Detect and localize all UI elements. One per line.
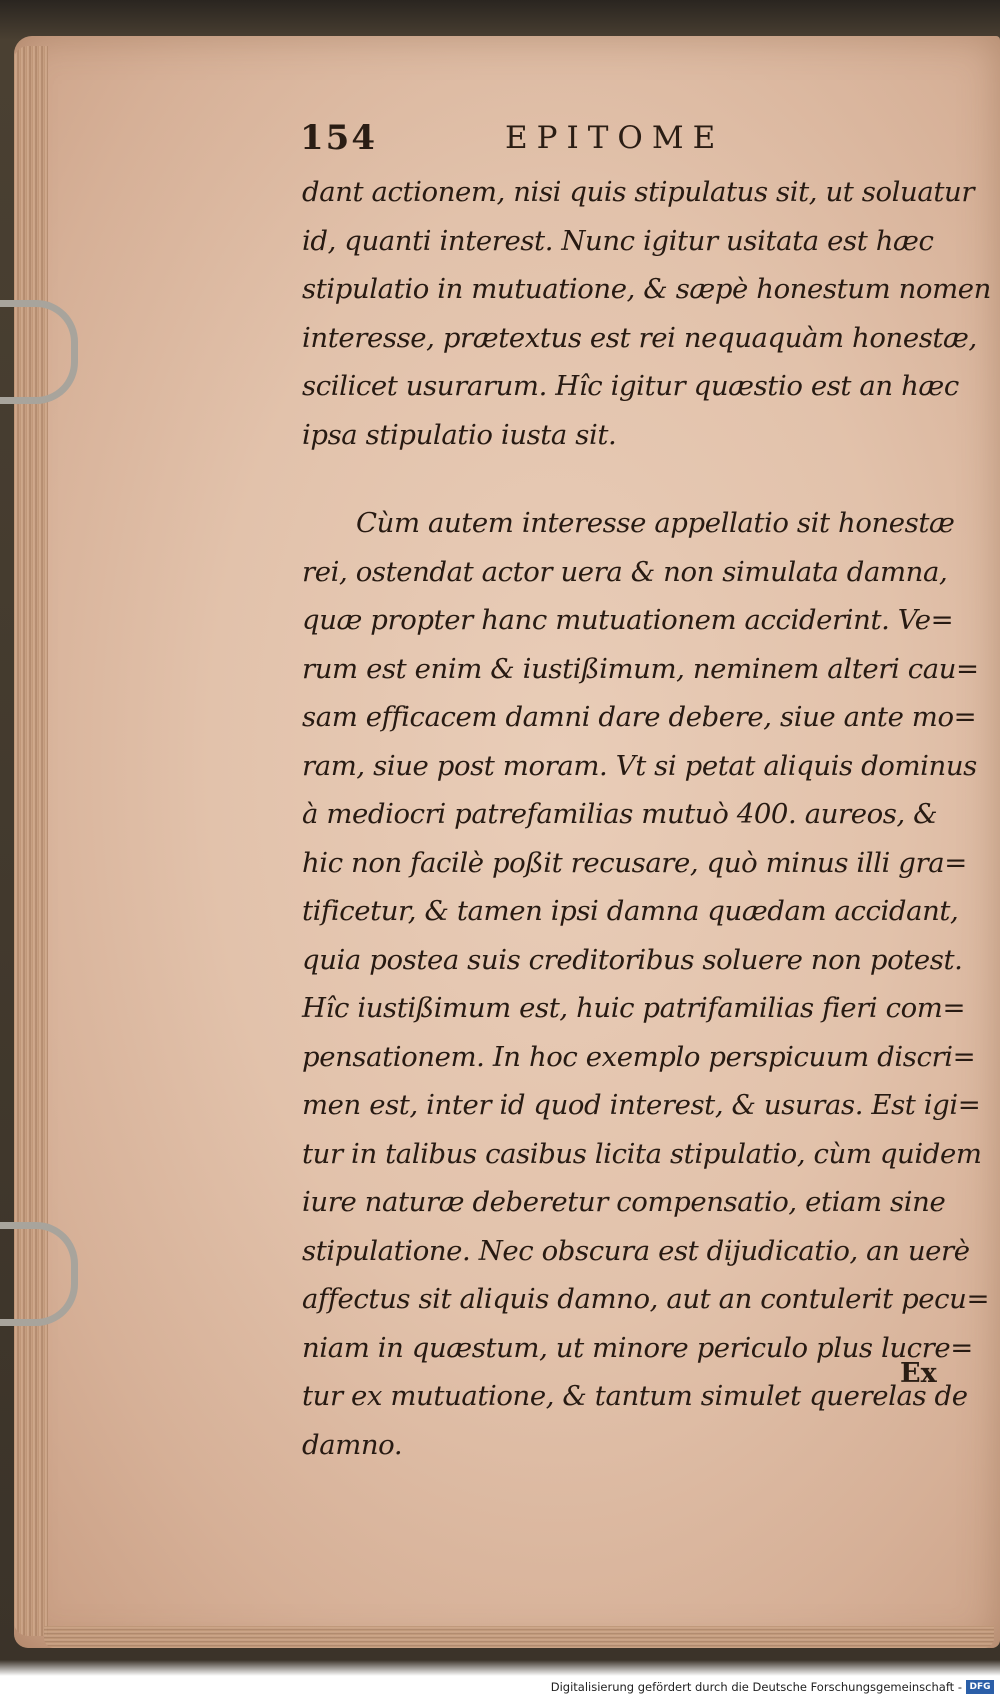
page-number: 154 (300, 118, 377, 158)
text-line: à mediocri patrefamilias mutuò 400. aureos, & (302, 798, 938, 830)
paragraph-2 (302, 499, 990, 1469)
text-line: niam in quæstum, ut minore periculo plus lucre= (302, 1331, 973, 1364)
text-line: rei, ostendat actor uera & non simulata damna, (302, 555, 948, 588)
page-edge-left (14, 46, 48, 1636)
text-line: quæ propter hanc mutuationem acciderint. Ve= (302, 604, 954, 636)
page-edge-bottom (44, 1626, 994, 1648)
text-line: interesse, prætextus est rei nequaquàm honestæ, (302, 321, 977, 354)
text-line: scilicet usurarum. Hîc igitur quæstio est an hæc (302, 370, 959, 402)
text-line: men est, inter id quod interest, & usuras. Est igi= (302, 1089, 981, 1121)
text-line: tur ex mutuatione, & tantum simulet querelas de (302, 1380, 968, 1412)
text-line: iure naturæ deberetur compensatio, etiam sine (302, 1186, 946, 1218)
text-line: dant actionem, nisi quis stipulatus sit, ut soluatur (302, 176, 975, 208)
catchword: Ex (900, 1358, 937, 1389)
text-line: quia postea suis creditoribus soluere non potest. (302, 943, 963, 976)
text-line: affectus sit aliquis damno, aut an contulerit pecu= (302, 1283, 990, 1315)
text-line: rum est enim & iustißimum, neminem alteri cau= (302, 652, 979, 685)
paragraph-gap (302, 459, 942, 499)
text-line: stipulatio in mutuatione, & sæpè honestum nomen (302, 273, 991, 305)
text-line: damno. (302, 1428, 403, 1461)
text-line: stipulatione. Nec obscura est dijudicatio, an uerè (302, 1234, 970, 1267)
paragraph-1 (302, 168, 991, 459)
running-title: EPITOME (505, 120, 725, 156)
text-line: Cùm autem interesse appellatio sit honestæ (356, 507, 955, 539)
binding-clasp-bottom (0, 1222, 78, 1326)
digitization-credit: Digitalisierung gefördert durch die Deutsche Forschungsgemeinschaft - (550, 1680, 962, 1694)
text-line: tur in talibus casibus licita stipulatio, cùm quidem (302, 1137, 982, 1170)
text-line: hic non facilè poßit recusare, quò minus illi gra= (302, 846, 967, 879)
text-line: sam efficacem damni dare debere, siue ante mo= (302, 701, 977, 733)
text-line: id, quanti interest. Nunc igitur usitata est hæc (302, 224, 934, 257)
text-line: pensationem. In hoc exemplo perspicuum discri= (302, 1040, 976, 1073)
text-line: tificetur, & tamen ipsi damna quædam accidant, (302, 895, 959, 927)
text-line: ipsa stipulatio iusta sit. (302, 418, 617, 451)
text-line: ram, siue post moram. Vt si petat aliquis dominus (302, 749, 977, 782)
text-line: Hîc iustißimum est, huic patrifamilias fieri com= (302, 992, 966, 1024)
dfg-logo: DFG (966, 1680, 994, 1694)
body-text (302, 168, 991, 1469)
binding-clasp-top (0, 300, 78, 404)
running-head (300, 118, 820, 164)
